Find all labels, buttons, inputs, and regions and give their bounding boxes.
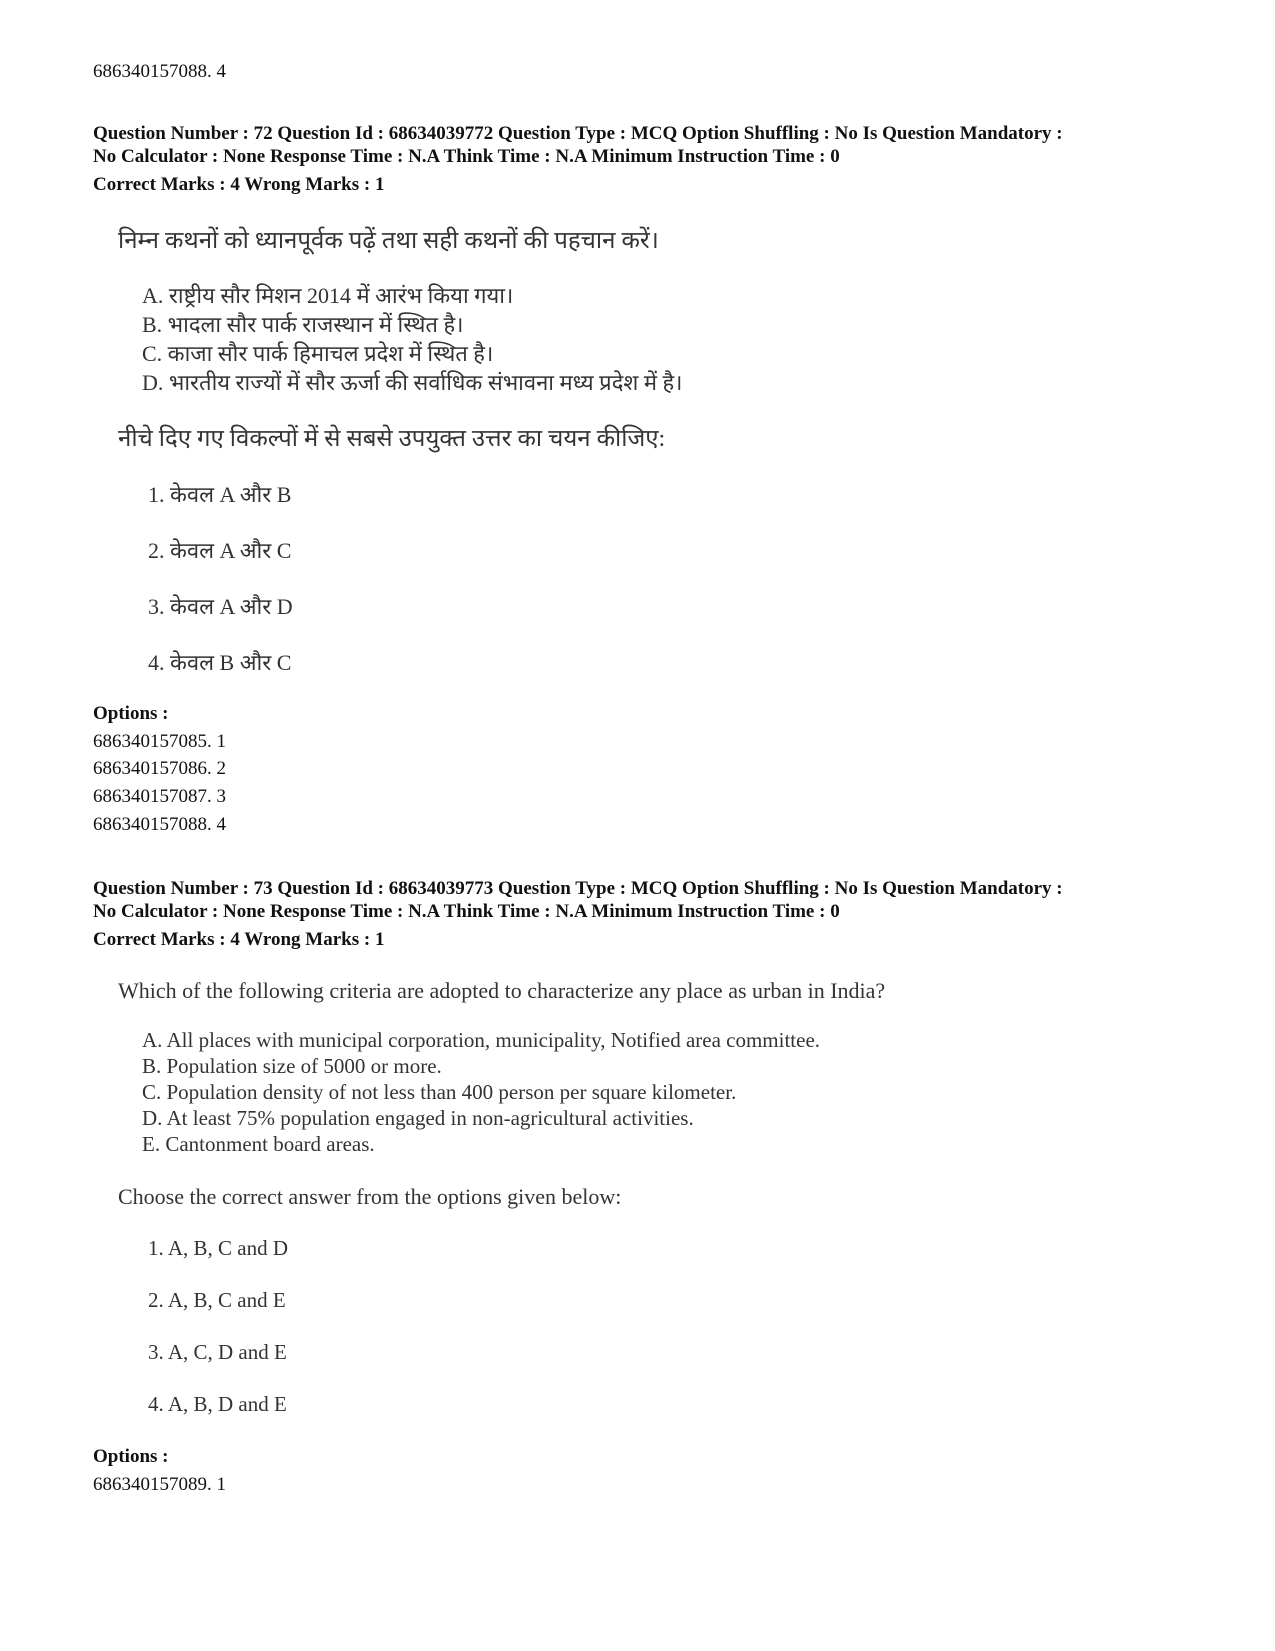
q72-choice-2: 2. केवल A और C <box>148 538 292 563</box>
q72-choice-3: 3. केवल A और D <box>148 594 293 619</box>
q73-instruction: Choose the correct answer from the options given below: <box>118 1184 622 1209</box>
q73-statement-d: D. At least 75% population engaged in non-agricultural activities. <box>142 1106 694 1130</box>
q72-statement-b: B. भादला सौर पार्क राजस्थान में स्थित है। <box>142 312 464 337</box>
q72-meta-line2: No Calculator : None Response Time : N.A Think Time : N.A Minimum Instruction Time : 0 <box>93 146 840 167</box>
q73-meta-line2: No Calculator : None Response Time : N.A Think Time : N.A Minimum Instruction Time : 0 <box>93 901 840 922</box>
q72-option-3: 686340157087. 3 <box>93 786 226 807</box>
q72-options-label: Options : <box>93 703 169 724</box>
q72-meta-line1: Question Number : 72 Question Id : 68634039772 Question Type : MCQ Option Shuffling : No Is Question Mandatory : <box>93 123 1063 144</box>
q73-choice-4: 4. A, B, D and E <box>148 1392 287 1416</box>
q72-question-body <box>118 226 878 696</box>
q72-option-2: 686340157086. 2 <box>93 758 226 779</box>
q72-option-4: 686340157088. 4 <box>93 814 226 835</box>
q73-statement-c: C. Population density of not less than 400 person per square kilometer. <box>142 1080 737 1104</box>
q73-statement-b: B. Population size of 5000 or more. <box>142 1054 442 1078</box>
q73-question-body <box>118 976 938 1446</box>
q73-choice-2: 2. A, B, C and E <box>148 1288 286 1312</box>
q72-statement-a: A. राष्ट्रीय सौर मिशन 2014 में आरंभ किया गया। <box>142 283 514 308</box>
q73-statement-e: E. Cantonment board areas. <box>142 1132 375 1156</box>
q72-choice-4: 4. केवल B और C <box>148 650 292 675</box>
q72-instruction: नीचे दिए गए विकल्पों में से सबसे उपयुक्त उत्तर का चयन कीजिए: <box>118 426 666 452</box>
prev-option: 686340157088. 4 <box>93 61 226 82</box>
q73-marks: Correct Marks : 4 Wrong Marks : 1 <box>93 929 385 950</box>
q72-marks: Correct Marks : 4 Wrong Marks : 1 <box>93 174 385 195</box>
q72-choice-1: 1. केवल A और B <box>148 482 292 507</box>
q73-option-1: 686340157089. 1 <box>93 1474 226 1495</box>
q72-option-1: 686340157085. 1 <box>93 731 226 752</box>
q73-choice-1: 1. A, B, C and D <box>148 1236 289 1260</box>
q73-options-label: Options : <box>93 1446 169 1467</box>
q73-stem: Which of the following criteria are adopted to characterize any place as urban in India? <box>118 978 886 1003</box>
q72-statement-d: D. भारतीय राज्यों में सौर ऊर्जा की सर्वाधिक संभावना मध्य प्रदेश में है। <box>142 370 683 395</box>
q73-choice-3: 3. A, C, D and E <box>148 1340 287 1364</box>
q73-statement-a: A. All places with municipal corporation, municipality, Notified area committee. <box>142 1028 821 1052</box>
q73-meta-line1: Question Number : 73 Question Id : 68634039773 Question Type : MCQ Option Shuffling : No Is Question Mandatory : <box>93 878 1063 899</box>
q72-statement-c: C. काजा सौर पार्क हिमाचल प्रदेश में स्थित है। <box>142 341 494 366</box>
q72-stem: निम्न कथनों को ध्यानपूर्वक पढ़ें तथा सही कथनों की पहचान करें। <box>118 228 659 254</box>
